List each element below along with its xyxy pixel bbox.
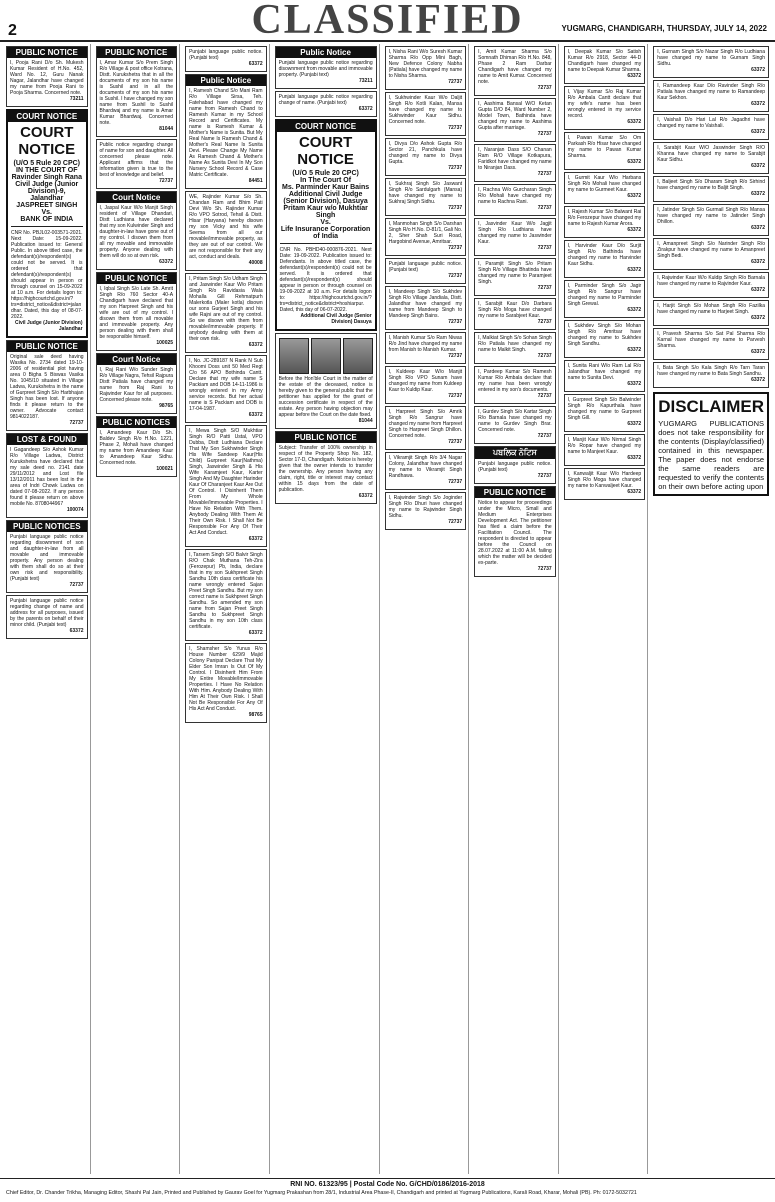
classified-ad [474,144,556,182]
court-notice-sub2: IN THE COURT OF [16,167,78,174]
ad-code: 72737 [537,473,552,479]
ad-code: 63372 [751,259,765,265]
classified-ad [6,109,88,338]
classified-ad [564,132,646,170]
classified-ad [385,46,467,90]
ad-text: I, Rachna W/o Gurcharan Singh R/o Mohali have changed my name to Rachna Rani. [478,187,552,205]
classified-ad [275,333,377,429]
ad-code: 63372 [751,349,765,355]
ad-code: 63372 [751,191,765,197]
classified-ad [385,286,467,330]
ad-text: I, Jaspal Kaur W/o Manjit Singh resident of Village Dhandari, Distt Ludhiana have declared that my son Kulwinder Singh and daughter-in-law have gone out of my control. I disown them from all my movable and immovable property. Anyone dealing with them will do so at own risk. [99,205,174,259]
ad-heading: LOST & FOUND [7,434,87,445]
ad-code: 98765 [248,712,263,718]
classified-ad [385,492,467,530]
column-3 [183,44,270,1174]
classified-ad [474,98,556,142]
ad-text: I, Ramandeep Kaur D/o Ravinder Singh R/o Patiala have changed my name to Ramandeep Kaur Sekhon. [657,83,765,101]
classified-ad [96,139,178,189]
ad-code: 72737 [448,439,463,445]
ad-heading: Court Notice [97,192,177,203]
ad-text: I, Bata Singh S/o Kala Singh R/o Tarn Taran have changed my name to Bata Singh Sandhu. [657,365,765,377]
ad-code: 72737 [537,171,552,177]
ad-text: I, Amanpreet Singh S/o Narinder Singh R/o Zirakpur have changed my name to Amanpreet Singh Bedi. [657,241,765,259]
classified-ad [385,452,467,490]
ad-code: 63372 [627,227,642,233]
court-notice-title: COURT NOTICE [297,134,354,168]
column-5 [383,44,470,1174]
classified-ad [6,433,88,518]
ad-text: I, Amar Kumar S/o Prem Singh R/o Village & post office Kotrana, Distt. Kurukshetra that in all the documents of my son his name is Sushil and in all the documents of my son his name is Sushil. I have changed my son name from Sushil to Sushil Bhardwaj and my name is Amar Kumar Bhardwaj. Concerned note. [99,60,174,126]
ad-code: 81044 [358,418,373,424]
ad-code: 72737 [537,245,552,251]
classified-ad [653,300,769,326]
court-notice-parties1: JASPREET SINGH [16,202,78,209]
court-notice-vs: Vs. [41,209,53,216]
classified-ad [185,425,267,547]
classified-ad [564,468,646,500]
court-notice-sub3: Ms. Parminder Kaur Bains [282,184,370,191]
ad-text: I, Amit Kumar Sharma S/o Somnath Dhiman R/o H.No. 848, Phase 2 Ram Darbar Chandigarh have changed my name to Amit Kumar. Concerned note. [478,49,552,85]
ad-heading: COURT NOTICE [277,121,375,132]
court-notice-sub4: Additional Civil Judge (Senior Division), Dasuya [283,191,368,205]
classified-ad [185,355,267,423]
classified-ad [385,178,467,216]
classified-ad [474,218,556,256]
ad-code: 63372 [69,628,84,634]
ad-text: I, Rajwinder Kaur W/o Kuldip Singh R/o Barnala have changed my name to Rajvinder Kaur. [657,275,765,287]
ad-text: I, Paramjit Singh S/o Pritam Singh R/o Village Bhatinda have changed my name to Paramjeet Singh. [478,261,552,285]
ad-heading: PUBLIC NOTICE [97,47,177,58]
classified-ad [96,191,178,270]
column-8 [651,44,771,1174]
divider [11,226,83,227]
column-1 [4,44,91,1174]
classified-ad [564,394,646,432]
ad-code: 63372 [751,287,765,293]
ad-code: 72737 [159,178,174,184]
ad-code: 63372 [248,61,263,67]
ad-text: I, Sarabjit Kaur D/o Darbara Singh R/o Moga have changed my name to Sarabjeet Kaur. [478,301,552,319]
court-notice-sub1: (U/O 5 Rule 20 CPC) [13,160,81,167]
ad-text: I Gagandeep S/o Ashok Kumar R/o Village Ladwa, District Kurukshetra have declared that my sale deed no. 2141 date 29/11/2012 and Lost file 13/12/2011 has been lost in the area of Indri Chowk Ladwa on dated 07-08-2022. If any person found it please return on above mobile No. 8708044967 [10,447,84,507]
ad-text: WE, Rajinder Kumar S/o Sh. Chandan Ram and Bhim Pati Devi W/o Sh. Rajinder Kumar R/o VPO Sotrod, Tehsil & Distt. Hisar (Haryana) hereby disown my son Vicky and his wife Seema from all our movable/immovable property, as they are out of our control. We are not responsible for their any act, conduct and deals. [189,194,263,260]
ad-code: 72737 [448,393,463,399]
court-notice-parties2: BANK OF INDIA [20,216,74,223]
ad-code: 63372 [248,342,263,348]
ad-text: I, Rajwinder Singh S/o Joginder Singh R/o Dhuri have changed my name to Rajwinder Singh Sidhu. [388,495,463,519]
portrait-photo [343,338,373,374]
ad-code: 63372 [627,307,642,313]
classified-ad [275,46,377,89]
ad-text: CNR No. PBJL02-003571-2021. Next Date: 15-09-2022. Publication issued to: General Public. In above titled case, the defendant(s)/respondent(s) could not be served. It is ordered that defendant(s)/respondent(s) should appear in person or through counsel on 15-09-2022 at 10 a.m. For details logon to: https://highcourtchd.gov.in/?trs=district_notice&district=jalandhar. Dated, this day of 08-07-2022. [11,230,83,320]
portrait-photo [311,338,341,374]
ad-code: 72737 [448,353,463,359]
classified-ad [474,46,556,96]
ad-text: I, Harvinder Kaur D/o Surjit Singh R/o Bathinda have changed my name to Harvinder Kaur Sidhu. [567,243,642,267]
classified-ad [96,272,178,351]
ad-text: Punjabi language public notice. (Punjabi text) [478,461,552,473]
classified-ad [185,74,267,189]
ad-code: 63372 [751,129,765,135]
classified-ad [564,172,646,204]
ad-text: I, Vaishali D/o Hari Lal R/o Jagadhri have changed my name to Vaishali. [657,117,765,129]
court-notice-vs: Vs. [320,219,331,226]
ad-code: 63372 [751,67,765,73]
classified-ad [385,92,467,136]
classified-ad [564,320,646,358]
ad-text: Punjabi language public notice. (Punjabi text) [189,49,263,61]
ad-code: 63372 [627,159,642,165]
classified-ad [474,258,556,296]
ad-text: I, Malkiat Singh S/o Sohan Singh R/o Patiala have changed my name to Malkit Singh. [478,335,552,353]
classified-ad [6,340,88,431]
ad-heading: Court Notice [97,354,177,365]
ad-text: I, Gurdev Singh S/o Kartar Singh R/o Barnala have changed my name to Gurdev Singh Brar. Concerned note. [478,409,552,433]
section-title: CLASSIFIED [251,0,524,43]
classified-ad [474,446,556,484]
ad-code: 72737 [448,125,463,131]
ad-heading: PUBLIC NOTICES [7,521,87,532]
ad-heading: PUBLIC NOTICES [97,417,177,428]
ad-code: 63372 [248,630,263,636]
classified-ad [653,80,769,112]
ad-text: I, Sukhdev Singh S/o Mohan Singh R/o Amritsar have changed my name to Sukhdev Singh Sandhu. [567,323,642,347]
classified-ad [653,204,769,236]
ad-code: 63372 [358,493,373,499]
ad-code: 72737 [537,566,552,572]
ad-code: 72737 [537,353,552,359]
ad-text: I, Sunita Rani W/o Ram Lal R/o Jalandhar have changed my name to Sunita Devi. [567,363,642,381]
classified-ad [474,184,556,216]
classified-ad [385,258,467,284]
classified-ad [564,86,646,130]
ad-text: I, Jatinder Singh S/o Gurmail Singh R/o Mansa have changed my name to Jatinder Singh Dhillon. [657,207,765,225]
portrait-photo [279,338,309,374]
ad-text: I, Ramesh Chand S/o Mani Ram R/o Village Sirsa, Teh. Fatehabad have changed my name from Ramesh Chand to Ramesh Kumar in my School Record and Certificates. My name is Ramesh Kumar & Mother's Name is Sunita. But My Real Name Is Ramesh Chand & Mother's Real Name Is Sunita Devi. Please Change My Name As Ramesh Chand & Mother's Name As Sunita Devi In My Son Nursery School Record & Case Matric Certificate. [189,88,263,178]
ad-code: 72737 [537,285,552,291]
ad-code: 63372 [627,421,642,427]
ad-code: 72737 [537,393,552,399]
ad-code: 72737 [448,205,463,211]
classified-ad [564,360,646,392]
ad-text: I, Gurmit Kaur W/o Harbans Singh R/o Mohali have changed my name to Gurmeet Kaur. [567,175,642,193]
masthead [0,0,775,42]
ad-code: 63372 [627,193,642,199]
ad-text: I, No. JC-289187 N Rank N Sub Khoomi Doss unit 50 Med Regt C/o 56 APO Bothinda Cantt. Declare that my wife name S Packiam and DOB 14-11-1986 is wrongly entered in my Army service records. But her actual name is S Packiam and DOB is 17-04-1987. [189,358,263,412]
court-notice-parties1: Pritam Kaur w/o Mukhtiar Singh [283,205,368,219]
court-notice-parties2: Life Insurance Corporation of India [280,226,371,240]
classified-ad [6,520,88,593]
ad-code: 72737 [448,519,463,525]
classified-ad [185,191,267,271]
ad-code: 98765 [159,403,174,409]
ad-code: 100025 [156,340,174,346]
disclaimer-text: YUGMARG PUBLICATIONS does not take responsibility for the contents (Display/classified) contained in this newspaper. The paper does not endorse the same readers are requested to verify the contents on their own before acting upon [658,419,764,491]
ad-heading: PUBLIC NOTICE [7,341,87,352]
ad-code: Additional Civil Judge (Senior Division) Dasuya [300,313,372,325]
ad-text: CNR No. PBHD40-000876-2021. Next Date: 19-09-2022. Publication issued to: Defendants. In above titled case, the defendant(s)/respondent(s) could not be served. It is ordered that defendant(s)/respondent(s) should appear in person or through counsel on 19-09-2022 at 10 a.m. For details logon to: https://highcourtchd.gov.in/?trs=district_notice&district=hoshiarpur. Dated, this day of 06-07-2022. [279,247,372,313]
classified-ad [185,549,267,641]
ad-code: 72737 [448,245,463,251]
ad-text: I, Amandeep Kaur D/o Sh. Baldev Singh R/o H.No. 1221, Phase 2, Mohali have changed my name from Amandeep Kaur to Amandeep Kaur Sidhu. Concerned note. [99,430,174,466]
court-notice-title: COURT NOTICE [18,124,76,158]
ad-code: 63372 [751,377,765,383]
classified-ad [275,431,377,504]
classified-ad [275,119,377,331]
ad-text: I, Raj Rani W/o Sunder Singh R/o Village Nagra, Tehsil Rajpura Distt Patiala have changed my name from Raj Rani to Rajwinder Kaur for all purposes. Concerned please note. [99,367,174,403]
column-7 [562,44,649,1174]
ad-text: I, Mewa Singh S/O Mukhtiar Singh R/O Patti Ustal, VPO Dubba, Distt Ludhiana Declare That My Son Sukhwinder Singh His Wife Sandeep Kaur(His Child) Gurpreet Kaur(Nathma) Singh, Jaswinder Singh & His Wife Karamjeet Kaur, Karter Singh And My Daughter Harinder Kaur Of Charanjeet Kaur Are Out Of Control. I Disinherit Them From My Whole Movable/Immovable Properties. I Have No Relation With Them. Anybody Dealing With Them At Their Own Risk. I Shall Not Be Responsible For Any Of Their Act And Conduct. [189,428,263,536]
classified-ad [6,595,88,639]
ad-text: I, Kanwaljit Kaur W/o Hardeep Singh R/o Moga have changed my name to Kanwaljeet Kaur. [567,471,642,489]
ad-code: 72737 [69,582,84,588]
court-notice-sub3: Ravinder Singh Rana [11,174,82,181]
ad-text: I, Vijay Kumar S/o Raj Kumar R/o Ambala Cantt declare that my wife's name has been wrongly entered in my service record. [567,89,642,119]
ad-text: I, Jasvinder Kaur W/o Jagjit Singh R/o Ludhiana have changed my name to Jaswinder Kaur. [478,221,552,245]
classified-ad [653,328,769,360]
ad-text: Original sale deed having Wasika No. 2734 dated 19-10-2006 of residential plot having area 0 Bigha 5 Biswas Vasika No. 1045/10 situated in Village Ladwa, Kurukshetra in the name of Gurpreet Singh S/o Harbhajan Singh has been lost. If anyone finds it please return to the owner. Advocate contact 9814022187. [10,354,84,420]
ad-text: I, Sukhwinder Kaur W/o Daljit Singh R/o Kotli Kalan, Mansa have changed my name to Sukhwinder Kaur Sidhu. Concerned note. [388,95,463,125]
classified-ad [275,91,377,117]
ad-code: 63372 [627,119,642,125]
ad-heading: PUBLIC NOTICE [97,273,177,284]
ad-text: I, Gurpreet Singh S/o Balwinder Singh R/o Kapurthala have changed my name to Gurpreet Singh Gill. [567,397,642,421]
classified-ad [474,332,556,364]
ad-heading: PUBLIC NOTICE [7,47,87,58]
ad-text: I, Divya D/o Ashok Gupta R/o Sector 21, Panchkula have changed my name to Divya Gupta. [388,141,463,165]
classified-ad [385,332,467,364]
classified-ad [653,46,769,78]
classified-ad [564,46,646,84]
ad-code: 81044 [159,126,174,132]
ad-code: 72737 [69,420,84,426]
ad-heading: Public Notice [186,75,266,86]
ad-text: I, Pravesh Sharma S/o Sat Pal Sharma R/o Karnal have changed my name to Parvesh Sharma. [657,331,765,349]
classified-ad [653,114,769,140]
column-4 [273,44,380,1174]
ad-text: I, Manmohan Singh S/o Darshan Singh R/o H.No. D-81/1, Gali No. 2, Sher Shah Suri Road, Hargobind Avenue, Amritsar. [388,221,463,245]
ad-text: I, Parminder Singh S/o Jagir Singh R/o Sangrur have changed my name to Parminder Singh Grewal. [567,283,642,307]
ad-code: 63372 [627,455,642,461]
ad-heading: Public Notice [276,47,376,58]
classified-ad [185,46,267,72]
classified-ad [474,486,556,577]
ad-text: I, Mandeep Singh S/o Sukhdev Singh R/o Village Jandiala, Distt. Jalandhar have changed my name from Mandeep Singh to Mandeep Singh Bains. [388,289,463,319]
ad-code: 72737 [448,319,463,325]
ad-code: 72737 [537,433,552,439]
ad-text: I, Iqbal Singh S/o Late Sh. Amrit Singh R/o 760 Sector 40-A Chandigarh have declared that my son Harpreet Singh and his wife are out of my control. I disown them from all movable and immovable property. Any person dealing with them shall be responsible himself. [99,286,174,340]
column-2 [94,44,181,1174]
column-6 [472,44,559,1174]
ad-code: 100021 [156,466,174,472]
ad-code: 40008 [248,260,263,266]
ad-text: Punjabi language public notice regarding change of name and address for all purposes, issued by the parents on behalf of their minor child. (Punjabi text) [10,598,84,628]
ad-code: 72737 [448,273,463,279]
classified-ad [564,434,646,466]
ad-text: I, Sarabjit Kaur W/O Jaswinder Singh R/O Khanna have changed my name to Sarabjit Kaur Sidhu. [657,145,765,163]
ad-text: Punjabi language public notice regarding disownment of son and daughter-in-law from all movable and immovable property. Any person dealing with them shall do so at their own risk and responsibility. (Punjabi text) [10,534,84,582]
footer [0,1178,775,1198]
ad-text: I, Manish Kumar S/o Ram Niwas R/o Jind have changed my name from Manish to Manish Kumar. [388,335,463,353]
classified-ad [474,366,556,404]
classified-ad [385,138,467,176]
ad-text: I, Harjit Singh S/o Mohan Singh R/o Fazilka have changed my name to Harjeet Singh. [657,303,765,315]
ad-text: Punjabi language public notice regarding change of name. (Punjabi text) [278,94,373,106]
ad-code: 63372 [751,225,765,231]
classified-ad [96,46,178,137]
ad-code: 84451 [248,178,263,184]
ad-code: 63372 [751,163,765,169]
court-notice-sub1: (U/O 5 Rule 20 CPC) [292,170,359,177]
ad-text: I, Deepak Kumar S/o Satish Kumar R/o 2918, Sector 44-D Chandigarh have changed my name to Deepak Kumar Sharma. [567,49,642,73]
ad-text: I, Kuldeep Kaur W/o Manjit Singh R/o VPO Sunam have changed my name from Kuldeep Kaur to Kuldip Kaur. [388,369,463,393]
ad-text: I, Pritam Singh S/o Udham Singh and Jaswinder Kaur W/o Pritam Singh R/o Ravidasia Wala Mohalla Gill Rehmatpurh Malerkotla (Maler kotla) disown our sons Gurjeet Singh and his wife Rajni are out of my control. So we disown with them from movable/immovable property. If anybody dealing with them at their own risk. [189,276,263,342]
ad-text: I, Baljeet Singh S/o Dharam Singh R/o Sirhind have changed my name to Baljit Singh. [657,179,765,191]
ad-text: Before the Hon'ble Court in the matter of the estate of the deceased, notice is hereby given to the general public that the petitioner has applied for the grant of succession certificate in respect of the estate. Any person having objection may appear before the Court on the date fixed. [278,376,373,418]
ad-code: 72737 [448,79,463,85]
ad-text: I, Tarsem Singh S/O Balvir Singh R/O Chak Muthana Teh-Zira (Ferozepur) Pb, India, declare that in my son Sukhpreet Singh Sandhu 10th class certificate his name wrongly entered Sajan Preet Singh Sandhu. But my son correct name is Sukhpreet Singh Sandhu. So amended my son name from Sajan Preet Singh Sandhu to Sukhpreet Singh Sandhu in my son 10th class certificate. [189,552,263,630]
ad-code: 73211 [358,78,373,84]
classified-ad [653,176,769,202]
classified-ad [564,206,646,238]
ad-code: 72737 [448,479,463,485]
ad-code: 72737 [537,85,552,91]
ad-code: 63372 [627,489,642,495]
ad-heading: COURT NOTICE [8,111,86,122]
ad-heading: ਪਬਲਿਕ ਨੋਟਿਸ [475,447,555,459]
classified-ad [96,353,178,414]
classified-ad [653,142,769,174]
ad-code: 63372 [751,101,765,107]
ad-code: 72737 [537,131,552,137]
rni-line: RNI NO. 61323/95 | Postal Code No. G/CHD/0186/2016-2018 [290,1181,485,1188]
ad-code: 63372 [627,381,642,387]
classified-ad [385,406,467,450]
ad-code: Civil Judge (Junior Division) Jalandhar [15,320,83,332]
ad-code: 63372 [358,106,373,112]
ad-code: 73211 [69,96,84,102]
ad-text: I, Vikramjit Singh R/o 3/4 Nagar Colony, Jalandhar have changed my name to Vikramjit Singh Randhawa. [388,455,463,479]
ad-text: I, Gurnam Singh S/o Nazar Singh R/o Ludhiana have changed my name to Gurnam Singh Sidhu. [657,49,765,67]
ad-text: I, Pawan Kumar S/o Om Parkash R/o Hisar have changed my name to Pawan Kumar Sharma. [567,135,642,159]
ad-text: I, Pooja Rani D/o Sh. Mukesh Kumar Resident of H.No. 452, Ward No. 12, Guru Nanak Nagar, Jalandhar have changed my name from Pooja Rani to Pooja Sharma. Concerned note. [10,60,84,96]
ad-text: I, Shamsher S/o Yunus R/o House Number 629/9 Majid Colony Panipat Declare That My Elder Son Imran Is Out Of My Control. I Disinherit Him From My Entire Movable/Immovable Properties. I Have No Relation With Him. Anybody Dealing With Him At Their Own Risk. I Shall Not Be Responsible For Any Of His Act And Conduct. [189,646,263,712]
disclaimer-title: DISCLAIMER [658,397,764,416]
classified-ad [474,406,556,444]
ad-code: 63372 [248,412,263,418]
ad-text: Punjabi language public notice. (Punjabi text) [388,261,463,273]
ad-code: 63372 [159,259,174,265]
dateline: YUGMARG, CHANDIGARH, THURSDAY, JULY 14, 2022 [561,24,767,33]
ad-text: Public notice regarding change of name for son and daughter. All concerned please note. Applicant affirms that the information given is true to the best of knowledge and belief. [99,142,174,178]
ad-code: 72737 [537,319,552,325]
ad-code: 63372 [627,347,642,353]
photo-strip [279,338,373,374]
ad-code: 63372 [248,536,263,542]
ad-code: 63372 [627,267,642,273]
divider [280,243,372,244]
classified-ad [385,218,467,256]
ad-text: I, Sukhraj Singh S/o Jaswant Singh R/o Sardulgarh (Mansa) have changed my name to Sukhraj Singh Sidhu. [388,181,463,205]
court-notice-sub4: Civil Judge (Junior Division)-9, Jalandhar [15,181,79,202]
ad-heading: PUBLIC NOTICE [276,432,376,443]
classified-ad [96,416,178,477]
ad-text: I, Rajesh Kumar S/o Balwant Rai R/o Ferozepur have changed my name to Rajesh Kumar Arora. [567,209,642,227]
court-notice-sub2: In The Court Of [300,177,352,184]
ad-text: I, Pardeep Kumar S/o Ramesh Kumar R/o Ambala declare that my name has been wrongly entered in my son's documents. [478,369,552,393]
page-number: 2 [8,22,17,39]
ad-code: 72737 [537,205,552,211]
ad-text: I, Manjit Kaur W/o Nirmal Singh R/o Ropar have changed my name to Manjeet Kaur. [567,437,642,455]
classified-ad [474,298,556,330]
ad-text: I, Naranjan Dass S/O Chanan Ram R/O Village Kotkapura, Faridkot have changed my name to Niranjan Dass. [478,147,552,171]
ad-text: I, Aashima Bansal W/O Ketan Gupta D/O 84, Ward Number 2, Model Town, Bathinda have changed my name to Aashima Gupta after marriage. [478,101,552,131]
ad-text: Punjabi language public notice regarding disownment from movable and immovable property. (Punjabi text) [278,60,373,78]
classified-ad [185,273,267,353]
classified-ad [385,366,467,404]
ad-text: Notice to appear for proceedings under the Micro, Small and Medium Enterprises Development Act. The petitioner has filed a claim before the Facilitation Council. The respondent is directed to appear before the Council on 28.07.2022 at 11:00 A.M. failing which the matter will be decided ex-parte. [478,500,552,566]
classified-ad [653,362,769,388]
classified-ad [6,46,88,107]
ad-code: 63372 [627,73,642,79]
ad-heading: PUBLIC NOTICE [475,487,555,498]
classified-ad [185,643,267,723]
ad-code: 72737 [448,165,463,171]
ad-code: 63372 [751,315,765,321]
classified-ad [653,272,769,298]
disclaimer-box [653,392,769,496]
ad-code: 100074 [66,507,84,513]
imprint-line: Chief Editor, Dr. Chander Trikha, Managing Editor, Shashi Pal Jain, Printed and Published by Gaurav Goel for Yugmarg Prakashan from 28/1, Industrial Area Phase-II, Chandigarh and printed at Yugmarg Publications, Karali Road, Kharar, Mohali (PB). Ph: 0172-5032721 [6,1190,637,1196]
ad-text: I, Nisha Rani W/o Suresh Kumar Sharma R/o Opp Mini Bagh, New Defence Colony Nabha (Patiala) have changed my name to Nisha Sharma. [388,49,463,79]
column-8-ads [653,46,769,388]
classified-ad [564,280,646,318]
ad-text: I, Harpreet Singh S/o Amrik Singh R/o Sangrur have changed my name from Harpreet Singh to Harpreet Singh Dhillon. Concerned note. [388,409,463,439]
classified-ad [653,238,769,270]
classified-ad [564,240,646,278]
classified-columns [4,44,771,1174]
ad-text: Subject: Transfer of 100% ownership in respect of the Property Shop No. 182, Sector 17-D, Chandigarh. Notice is hereby given that the owner intends to transfer the ownership. Any person having any claim, right, title or interest may contact within 15 days from the date of publication. [278,445,373,493]
